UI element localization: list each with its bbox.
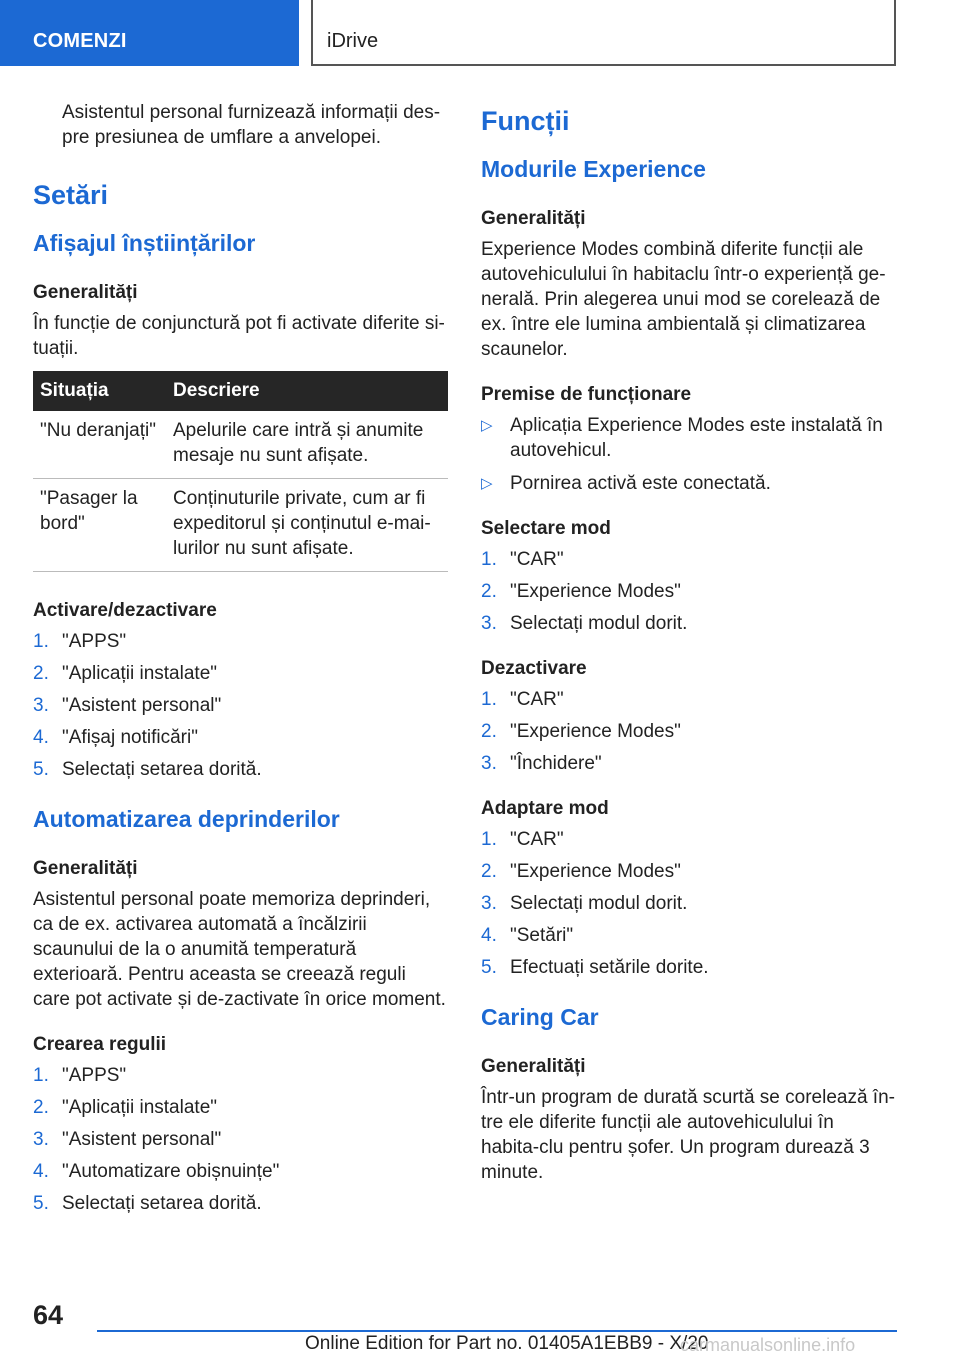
step-number: 2. [33,663,49,684]
list-item [33,1063,448,1088]
table-header-descriere: Descriere [166,371,448,411]
list-item [481,413,896,463]
step-text: "Aplicații instalate" [62,1097,218,1118]
step-number: 2. [481,721,497,742]
list-item [481,687,896,712]
premise-list [481,413,896,496]
triangle-bullet-icon: ▷ [481,417,493,434]
step-number: 2. [33,1097,49,1118]
step-text: "Închidere" [510,753,602,774]
section-label: COMENZI [33,30,127,52]
list-item [481,891,896,916]
step-number: 1. [33,1065,49,1086]
step-number: 2. [481,861,497,882]
step-number: 3. [481,893,497,914]
step-number: 5. [481,957,497,978]
functii-heading: Funcții [481,106,570,136]
list-item [33,1127,448,1152]
right-column [481,100,896,1185]
list-item [481,719,896,744]
setari-heading: Setări [33,180,109,210]
intro-paragraph: Asistentul personal furnizează informații des-pre presiunea de umflare a anvelopei. [62,102,441,148]
list-item [33,1159,448,1184]
selectare-heading: Selectare mod [481,518,611,539]
step-number: 1. [33,631,49,652]
step-text: Selectați modul dorit. [510,613,688,634]
page-header [0,0,960,66]
list-item [481,955,896,980]
bullet-text: Pornirea activă este conectată. [510,473,771,494]
dezactivare-heading: Dezactivare [481,658,587,679]
step-number: 2. [481,581,497,602]
step-text: Selectați modul dorit. [510,893,688,914]
step-text: "Automatizare obișnuințe" [62,1161,280,1182]
step-text: "CAR" [510,549,564,570]
list-item [481,859,896,884]
step-number: 4. [33,1161,49,1182]
crearea-heading: Crearea regulii [33,1034,167,1055]
bullet-text: Aplicația Experience Modes este instalată în autovehicul. [510,415,883,461]
step-number: 3. [481,753,497,774]
list-item [481,547,896,572]
activare-heading: Activare/dezactivare [33,600,217,621]
step-number: 3. [33,695,49,716]
table-row [33,411,448,479]
caring-car-heading: Caring Car [481,1004,599,1030]
adaptare-steps [481,827,896,980]
triangle-bullet-icon: ▷ [481,475,493,492]
premise-heading: Premise de funcționare [481,384,692,405]
dezactivare-steps [481,687,896,776]
step-text: Selectați setarea dorită. [62,759,262,780]
list-item [33,661,448,686]
step-number: 1. [481,829,497,850]
table-cell-situation: "Nu deranjați" [33,411,166,479]
step-text: Selectați setarea dorită. [62,1193,262,1214]
table-row [33,479,448,572]
table-cell-description: Apelurile care intră și anumite mesaje nu sunt afișate. [166,411,448,479]
step-text: "Asistent personal" [62,1129,222,1150]
step-text: "Aplicații instalate" [62,663,218,684]
step-text: "Afișaj notificări" [62,727,198,748]
generalitati-heading-2: Generalități [33,858,138,879]
adaptare-heading: Adaptare mod [481,798,609,819]
step-text: "CAR" [510,689,564,710]
left-column [33,100,448,1223]
step-number: 5. [33,1193,49,1214]
step-number: 4. [481,925,497,946]
list-item [33,629,448,654]
step-number: 1. [481,689,497,710]
step-text: "Experience Modes" [510,861,681,882]
chapter-tab [311,0,896,66]
footer-divider [97,1330,897,1332]
list-item [481,579,896,604]
list-item [481,611,896,636]
activare-steps [33,629,448,782]
step-text: "Setări" [510,925,574,946]
experience-heading: Modurile Experience [481,156,706,182]
afisaj-heading: Afișajul înștiințărilor [33,230,256,256]
edition-text: Online Edition for Part no. 01405A1EBB9 - X/20 [305,1333,709,1354]
situations-table [33,371,448,572]
generalitati-heading-1: Generalități [33,282,138,303]
list-item [33,725,448,750]
list-item [33,1095,448,1120]
page-number: 64 [33,1300,64,1330]
list-item [33,1191,448,1216]
generalitati-heading-3: Generalități [481,208,586,229]
table-cell-situation: "Pasager la bord" [33,479,166,572]
generalitati-heading-4: Generalități [481,1056,586,1077]
step-number: 3. [33,1129,49,1150]
automatizare-heading: Automatizarea deprinderilor [33,806,340,832]
list-item [481,471,896,496]
afisaj-paragraph: În funcție de conjunctură pot fi activate diferite si-tuații. [33,313,445,359]
list-item [33,693,448,718]
table-header-row [33,371,448,411]
step-text: "APPS" [62,1065,127,1086]
step-number: 1. [481,549,497,570]
crearea-steps [33,1063,448,1216]
watermark: carmanualsonline.info [680,1335,856,1355]
step-text: "CAR" [510,829,564,850]
step-text: "Experience Modes" [510,721,681,742]
section-tab [0,0,299,66]
list-item [481,751,896,776]
step-number: 5. [33,759,49,780]
selectare-steps [481,547,896,636]
caring-paragraph: Într-un program de durată scurtă se corelează în-tre ele diferite funcții ale autovehiculului în habita-clu pentru șofer. Un program durează 3 minute. [481,1087,895,1183]
step-number: 4. [33,727,49,748]
experience-paragraph: Experience Modes combină diferite funcții ale autovehiculului în habitaclu într-o experiență ge-nerală. Prin alegerea unui mod se corelează de ex. între ele lumina ambientală și climatizarea scaunelor. [481,239,886,360]
automatizare-paragraph: Asistentul personal poate memoriza deprinderi, ca de ex. activarea automată a încălzirii scaunului de la o anumită temperatură exterioară. Pentru aceasta se creează reguli care pot activate și de-zactivate în orice moment. [33,889,446,1010]
list-item [33,757,448,782]
list-item [481,923,896,948]
step-text: "Experience Modes" [510,581,681,602]
table-header-situatia: Situația [33,371,166,411]
list-item [481,827,896,852]
chapter-label: iDrive [327,30,379,52]
step-text: "Asistent personal" [62,695,222,716]
table-cell-description: Conținuturile private, cum ar fi expeditorul și conținutul e-mai-lurilor nu sunt afișate. [166,479,448,572]
step-number: 3. [481,613,497,634]
step-text: Efectuați setările dorite. [510,957,709,978]
step-text: "APPS" [62,631,127,652]
